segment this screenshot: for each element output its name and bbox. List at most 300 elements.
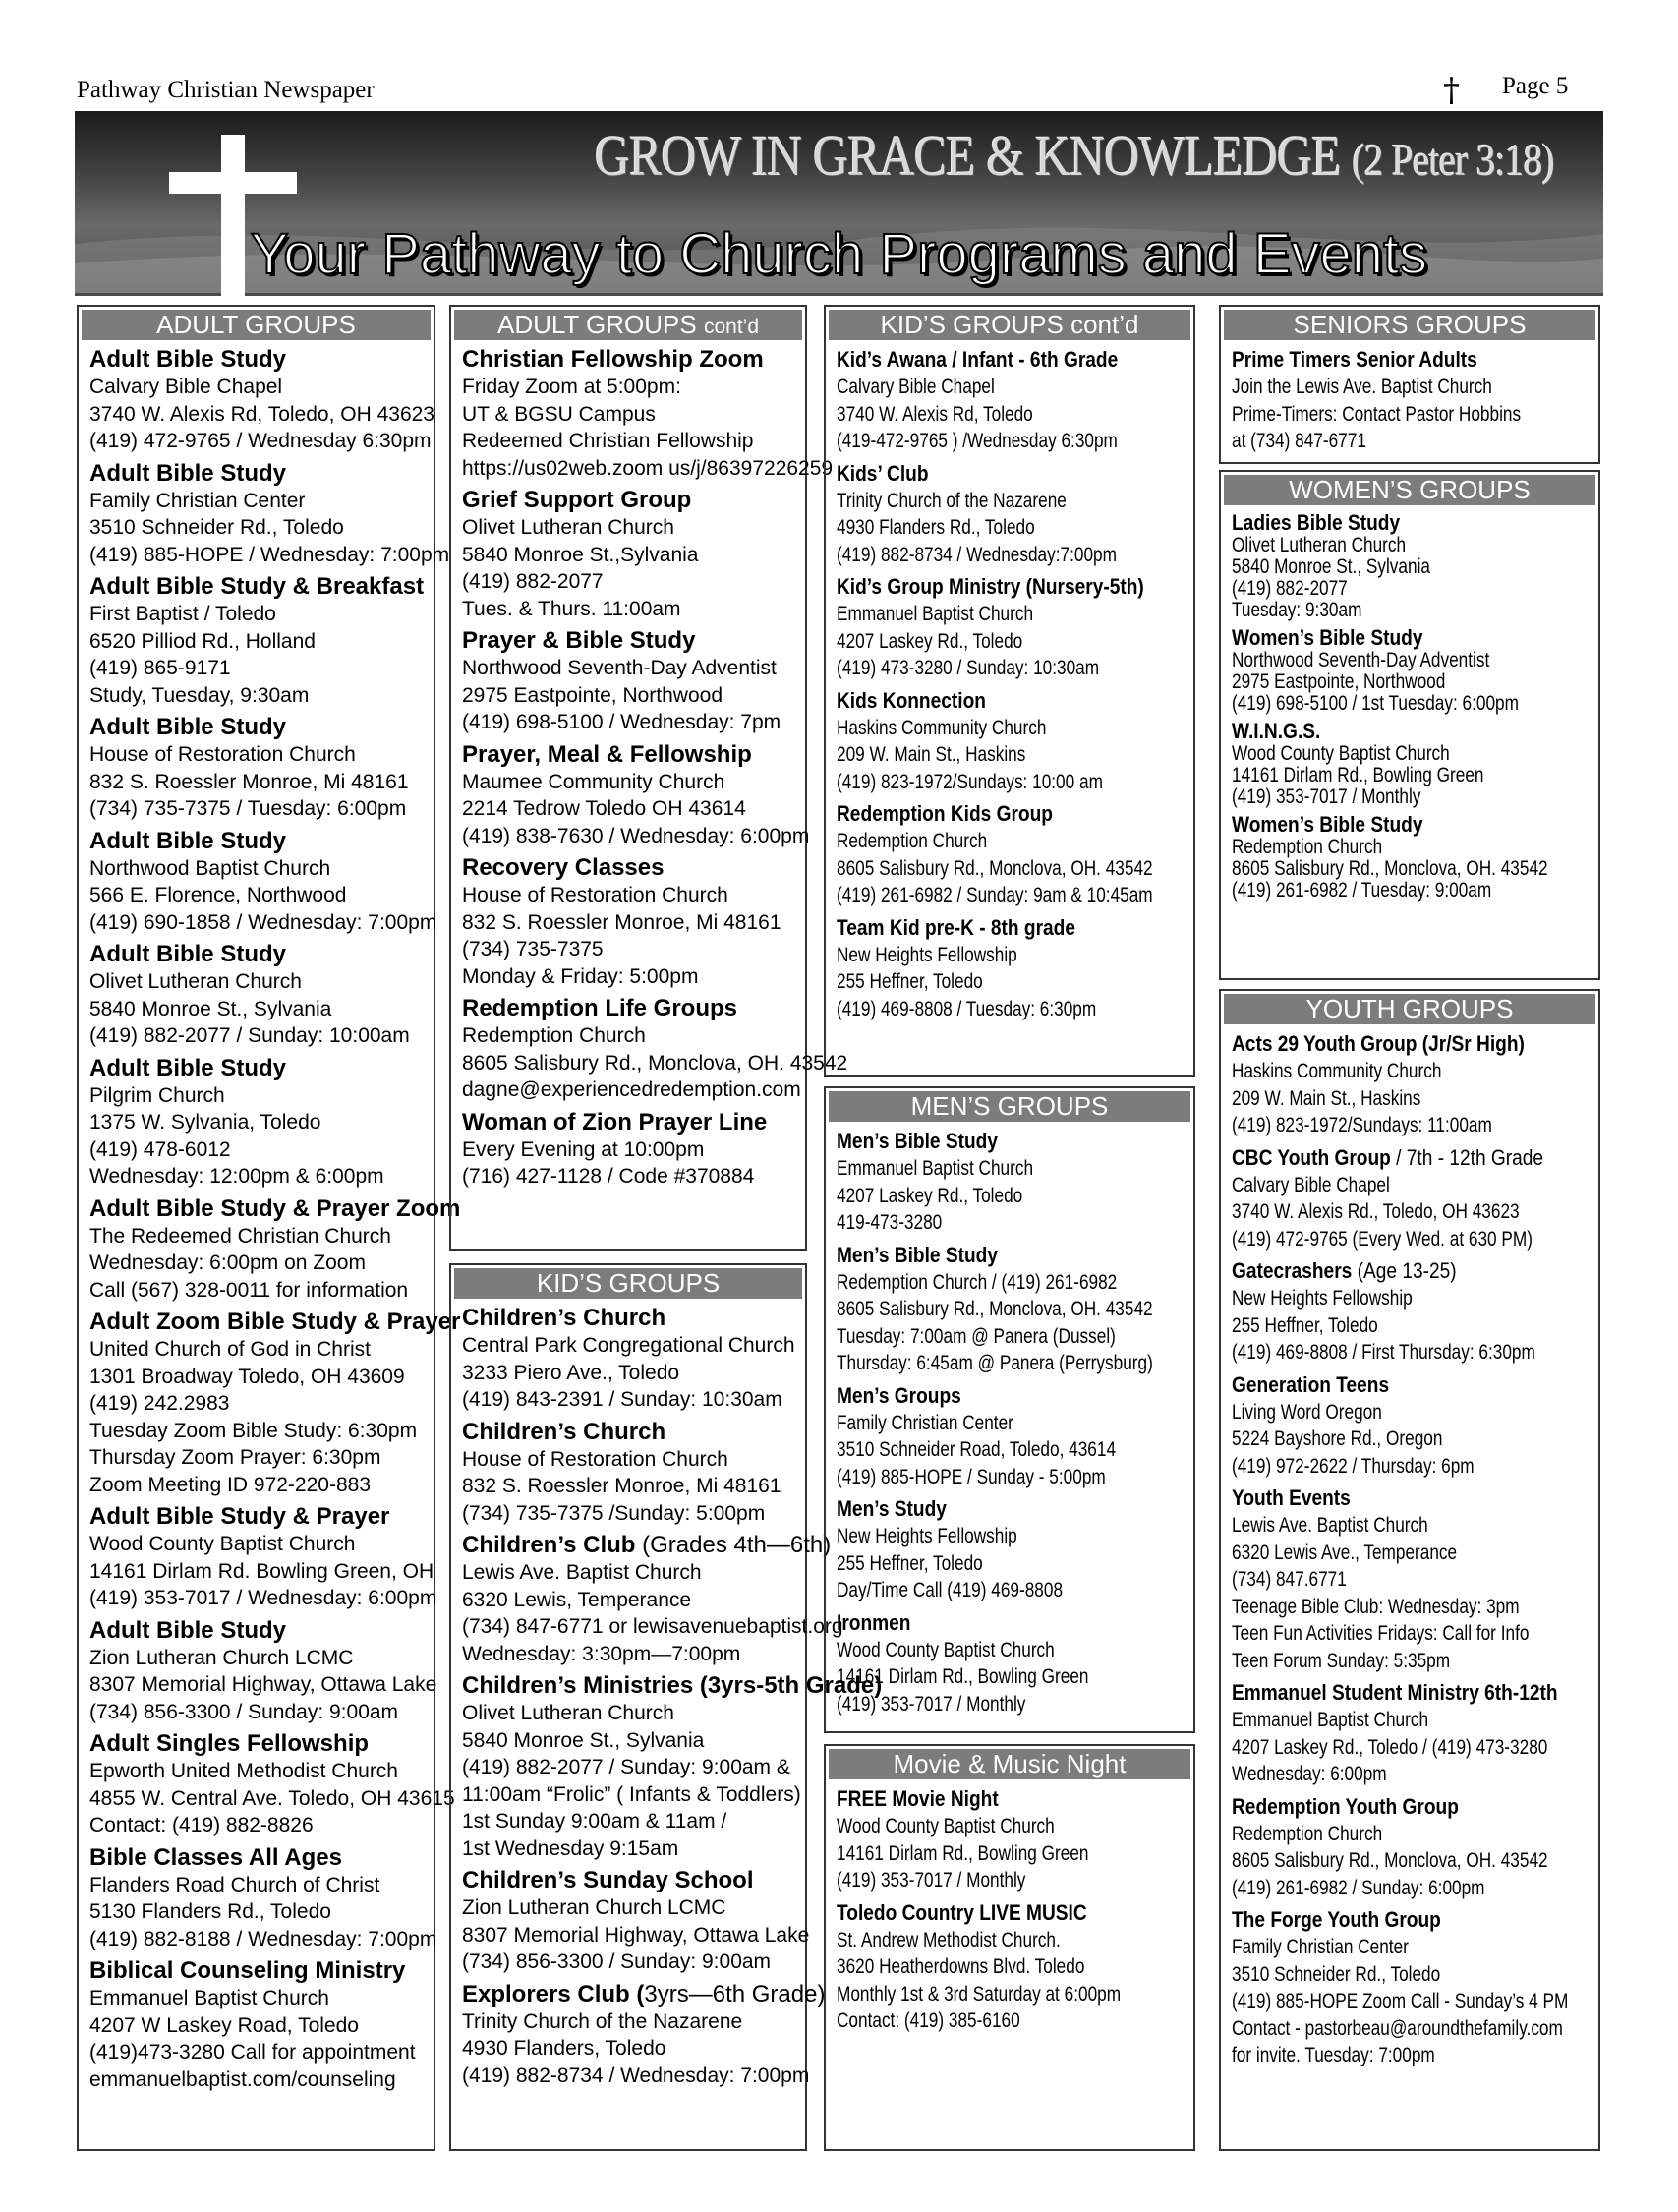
listing-detail-line: Living Word Oregon (1232, 1400, 1382, 1424)
listing-title-note: / 7th - 12th Grade (1396, 1144, 1544, 1170)
listing-detail-line: (419) 882-2077 (462, 570, 604, 593)
listing-detail-line: Wednesday: 12:00pm & 6:00pm (89, 1165, 384, 1188)
adult-groups-box (77, 305, 461, 2151)
listing-entry (462, 854, 805, 990)
listing-title: Kid’s Group Ministry (Nursery-5th) (837, 574, 1144, 599)
listing-detail-line: (419) 882-8734 / Wednesday: 7:00pm (462, 2064, 810, 2087)
listing-title: Prime Timers Senior Adults (1232, 347, 1477, 372)
listing-detail-line: (419) 353-7017 / Wednesday: 6:00pm (89, 1587, 437, 1609)
listing-entry (462, 1867, 810, 1976)
listing-detail-line: Olivet Lutheran Church (462, 1702, 674, 1724)
listing-detail-line: New Heights Fellowship (837, 943, 1017, 966)
listing-detail-line: 5224 Bayshore Rd., Oregon (1232, 1427, 1443, 1450)
listing-entry (462, 1305, 805, 1414)
listing-detail-line: House of Restoration Church (462, 1447, 728, 1471)
listing-detail-line: 11:00am “Frolic” ( Infants & Toddlers) (462, 1782, 801, 1806)
listing-entry (89, 1957, 434, 2093)
listing-detail-line: Tues. & Thurs. 11:00am (462, 597, 681, 620)
listing-detail-line: 8605 Salisbury Rd., Monclova, OH. 43542 (1232, 857, 1548, 880)
listing-title: Acts 29 Youth Group (Jr/Sr High) (1232, 1031, 1525, 1056)
listing-entry (1232, 1484, 1598, 1674)
listing-title: Grief Support Group (462, 487, 692, 513)
listing-title: Recovery Classes (462, 854, 665, 881)
listing-detail-line: St. Andrew Methodist Church. (837, 1928, 1061, 1951)
listing-entry (837, 1382, 1193, 1491)
listing-entry (89, 1616, 437, 1726)
listing-detail-line: 5840 Monroe St., Sylvania (89, 997, 332, 1020)
listing-detail-line: (734) 847.6771 (1232, 1568, 1347, 1591)
listing-entry (462, 1980, 826, 2090)
listing-detail-line: 4930 Flanders, Toledo (462, 2037, 666, 2060)
listing-detail-line: Study, Tuesday, 9:30am (89, 683, 310, 707)
listing-detail-line: (419) 690-1858 / Wednesday: 7:00pm (89, 910, 437, 934)
listing-entry (89, 1730, 455, 1839)
listing-detail-line: 832 S. Roessler Monroe, Mi 48161 (462, 910, 781, 934)
listing-entry (837, 1128, 1193, 1237)
listing-title: Adult Bible Study (89, 1054, 286, 1081)
listing-detail-line: House of Restoration Church (89, 743, 356, 766)
listing-title: Children’s Sunday School (462, 1867, 754, 1893)
listing-detail-line: Lewis Ave. Baptist Church (462, 1561, 702, 1584)
entry-list (1221, 505, 1598, 902)
listing-detail-line: (419) 972-2622 / Thursday: 6pm (1232, 1454, 1475, 1478)
listing-detail-line: Wednesday: 6:00pm (1232, 1763, 1387, 1785)
adult-groups-contd-header: ADULT GROUPS cont’d (454, 310, 802, 340)
listing-detail-line: 5840 Monroe St., Sylvania (1232, 555, 1430, 578)
entry-list (451, 340, 848, 1191)
listing-detail-line: Calvary Bible Chapel (1232, 1173, 1390, 1196)
listing-detail-line: 832 S. Roessler Monroe, Mi 48161 (462, 1475, 781, 1497)
listing-title: Adult Bible Study (89, 827, 286, 854)
listing-detail-line: Redemption Church / (419) 261-6982 (837, 1270, 1118, 1294)
listing-detail-line: 3620 Heatherdowns Blvd. Toledo (837, 1955, 1085, 1978)
adult-groups-contd-box (449, 305, 848, 1251)
listing-detail-line: 255 Heffner, Toledo (837, 970, 983, 993)
listing-detail-line: (419) 698-5100 / 1st Tuesday: 6:00pm (1232, 692, 1519, 715)
listing-detail-line: (419) 882-8188 / Wednesday: 7:00pm (89, 1927, 437, 1950)
entry-list (826, 340, 1193, 1022)
listing-detail-line: (734) 735-7375 (462, 938, 604, 960)
listing-detail-line: Teen Forum Sunday: 5:35pm (1232, 1649, 1451, 1672)
listing-title: Toledo Country LIVE MUSIC (837, 1899, 1087, 1925)
listing-detail-line: Join the Lewis Ave. Baptist Church (1232, 376, 1492, 398)
listing-detail-line: 1375 W. Sylvania, Toledo (89, 1111, 321, 1134)
listing-title: Children’s Club (Grades 4th—6th) (462, 1532, 832, 1558)
listing-detail-line: Olivet Lutheran Church (1232, 534, 1407, 556)
listing-detail-line: (419) 469-8808 / Tuesday: 6:30pm (837, 997, 1097, 1020)
banner-subtitle: Your Pathway to Church Programs and Events (250, 222, 1428, 286)
listing-detail-line: Lewis Ave. Baptist Church (1232, 1514, 1428, 1537)
listing-title: Children’s Church (462, 1418, 666, 1445)
listing-detail-line: 5840 Monroe St.,Sylvania (462, 543, 699, 566)
listing-detail-line: (419) 865-9171 (89, 657, 231, 679)
cross-icon: † (1443, 71, 1460, 110)
listing-detail-line: 2975 Eastpointe, Northwood (462, 683, 723, 707)
listing-entry (1232, 1030, 1598, 1139)
listing-detail-line: (734) 856-3300 / Sunday: 9:00am (462, 1950, 772, 1973)
listing-detail-line: Redemption Church (462, 1024, 646, 1047)
listing-detail-line: at (734) 847-6771 (1232, 430, 1366, 452)
listing-detail-line: 4855 W. Central Ave. Toledo, OH 43615 (89, 1786, 455, 1810)
seniors-groups-box (1219, 305, 1600, 464)
listing-entry (837, 1899, 1193, 2035)
listing-detail-line: 6320 Lewis Ave., Temperance (1232, 1541, 1458, 1564)
listing-detail-line: 5840 Monroe St., Sylvania (462, 1728, 705, 1752)
listing-detail-line: (734) 735-7375 / Tuesday: 6:00pm (89, 797, 407, 820)
listing-detail-line: 3740 W. Alexis Rd., Toledo, OH 43623 (1232, 1200, 1520, 1223)
listing-title: CBC Youth Group / 7th - 12th Grade (1232, 1144, 1544, 1170)
listing-detail-line: 3510 Schneider Rd., Toledo (1232, 1962, 1441, 1986)
listing-detail-line: Wood County Baptist Church (837, 1815, 1055, 1837)
listing-detail-line: 14161 Dirlam Rd., Bowling Green (837, 1841, 1089, 1865)
listing-detail-line: 255 Heffner, Toledo (837, 1551, 983, 1575)
listing-title: Adult Zoom Bible Study & Prayer (89, 1309, 461, 1335)
kids-groups-contd-header: KID’S GROUPS cont’d (829, 310, 1190, 340)
listing-detail-line: Northwood Seventh-Day Adventist (462, 657, 777, 679)
listing-detail-line: 4207 Laskey Rd., Toledo (837, 629, 1023, 653)
youth-groups-box (1219, 989, 1600, 2151)
listing-entry (1232, 1371, 1598, 1481)
movie-music-header: Movie & Music Night (829, 1749, 1190, 1779)
listing-detail-line: (419-472-9765 ) /Wednesday 6:30pm (837, 430, 1118, 452)
listing-detail-line: Epworth United Methodist Church (89, 1760, 398, 1782)
listing-detail-line: 6320 Lewis, Temperance (462, 1588, 692, 1611)
listing-detail-line: Wood County Baptist Church (89, 1533, 356, 1555)
listing-title: Kids Konnection (837, 687, 986, 713)
listing-entry (462, 627, 805, 736)
entry-list (79, 340, 461, 2093)
listing-detail-line: 8605 Salisbury Rd., Monclova, OH. 43542 (1232, 1849, 1548, 1872)
listing-title: Woman of Zion Prayer Line (462, 1108, 768, 1135)
listing-detail-line: (734) 735-7375 /Sunday: 5:00pm (462, 1501, 766, 1525)
listing-title: Kid’s Awana / Infant - 6th Grade (837, 347, 1119, 372)
listing-detail-line: 4207 Laskey Rd., Toledo / (419) 473-3280 (1232, 1735, 1548, 1759)
listing-entry (89, 827, 437, 937)
listing-detail-line: Emmanuel Baptist Church (837, 1157, 1034, 1180)
listing-title: Prayer & Bible Study (462, 627, 696, 654)
listing-entry (89, 459, 450, 569)
entry-list (1221, 1024, 1598, 2069)
listing-detail-line: 8605 Salisbury Rd., Monclova, OH. 43542 (462, 1051, 848, 1075)
listing-entry (462, 1109, 805, 1191)
listing-detail-line: Central Park Congregational Church (462, 1334, 795, 1357)
listing-detail-line: New Heights Fellowship (837, 1525, 1017, 1547)
listing-entry (837, 800, 1193, 909)
listing-title: Men’s Bible Study (837, 1129, 999, 1153)
listing-detail-line: 255 Heffner, Toledo (1232, 1313, 1378, 1337)
listing-title: Prayer, Meal & Fellowship (462, 740, 752, 768)
listing-title: Adult Bible Study & Prayer Zoom (89, 1194, 461, 1222)
listing-detail-line: Contact - pastorbeau@aroundthefamily.com (1232, 2016, 1563, 2040)
listing-title: Emmanuel Student Ministry 6th-12th (1232, 1680, 1558, 1705)
listing-detail-line: Redeemed Christian Fellowship (462, 430, 754, 452)
listing-detail-line: 8307 Memorial Highway, Ottawa Lake (462, 1923, 810, 1947)
listing-title: Gatecrashers (Age 13-25) (1232, 1258, 1457, 1283)
listing-detail-line: 4207 W Laskey Road, Toledo (89, 2013, 359, 2037)
listing-detail-line: Northwood Seventh-Day Adventist (1232, 649, 1490, 671)
listing-detail-line: Redemption Church (1232, 1822, 1383, 1845)
listing-detail-line: UT & BGSU Campus (462, 402, 656, 426)
listing-detail-line: Wood County Baptist Church (837, 1638, 1055, 1661)
listing-entry (89, 573, 434, 709)
seniors-groups-header: SENIORS GROUPS (1224, 310, 1595, 340)
listing-title-note: (Grades 4th—6th) (642, 1532, 832, 1558)
listing-detail-line: Maumee Community Church (462, 770, 725, 793)
entry-list (1221, 340, 1598, 455)
listing-detail-line: (734) 856-3300 / Sunday: 9:00am (89, 1700, 399, 1723)
listing-detail-line: (419) 353-7017 / Monthly (837, 1692, 1026, 1716)
listing-title: Adult Bible Study (89, 941, 286, 967)
movie-music-box (824, 1744, 1195, 2151)
listing-detail-line: 1301 Broadway Toledo, OH 43609 (89, 1365, 405, 1388)
listing-title-note: 3yrs—6th Grade) (644, 1980, 826, 2008)
listing-detail-line: (419) 353-7017 / Monthly (837, 1869, 1026, 1892)
listing-title: Biblical Counseling Ministry (89, 1957, 406, 1984)
listing-detail-line: Contact: (419) 882-8826 (89, 1814, 314, 1836)
listing-entry (1232, 1257, 1598, 1367)
listing-detail-line: Zoom Meeting ID 972-220-883 (89, 1473, 371, 1496)
listing-detail-line: Trinity Church of the Nazarene (462, 2009, 743, 2033)
listing-entry (1232, 511, 1598, 621)
listing-detail-line: 3740 W. Alexis Rd, Toledo (837, 402, 1033, 426)
listing-detail-line: (419) 353-7017 / Monthly (1232, 786, 1421, 808)
listing-detail-line: Monday & Friday: 5:00pm (462, 964, 699, 988)
listing-detail-line: (419) 478-6012 (89, 1137, 231, 1161)
listing-detail-line: Trinity Church of the Nazarene (837, 489, 1067, 512)
listing-detail-line: for invite. Tuesday: 7:00pm (1232, 2044, 1435, 2066)
listing-detail-line: Thursday: 6:45am @ Panera (Perrysburg) (837, 1352, 1153, 1374)
listing-detail-line: Pilgrim Church (89, 1083, 225, 1107)
adult-groups-header: ADULT GROUPS (82, 310, 431, 340)
listing-detail-line: (419) 882-2077 / Sunday: 10:00am (89, 1024, 410, 1047)
listing-detail-line: Calvary Bible Chapel (89, 376, 283, 398)
listing-entry (837, 346, 1193, 455)
listing-detail-line: Family Christian Center (837, 1411, 1013, 1434)
listing-entry (837, 914, 1193, 1023)
listing-detail-line: Olivet Lutheran Church (462, 516, 674, 539)
listing-entry (837, 1495, 1193, 1604)
listing-detail-line: Tuesday Zoom Bible Study: 6:30pm (89, 1419, 418, 1442)
listing-entry (462, 1419, 805, 1528)
listing-detail-line: Flanders Road Church of Christ (89, 1873, 380, 1896)
listing-detail-line: United Church of God in Christ (89, 1338, 371, 1361)
listing-detail-line: 1st Wednesday 9:15am (462, 1836, 679, 1860)
listing-detail-line: Tuesday: 7:00am @ Panera (Dussel) (837, 1324, 1116, 1348)
listing-title: Youth Events (1232, 1485, 1351, 1510)
listing-entry (462, 995, 848, 1104)
listing-detail-line: 14161 Dirlam Rd. Bowling Green, OH (89, 1559, 434, 1583)
listing-title: Children’s Church (462, 1305, 666, 1331)
listing-detail-line: 3233 Piero Ave., Toledo (462, 1361, 680, 1384)
listing-detail-line: (419) 882-8734 / Wednesday:7:00pm (837, 543, 1117, 566)
listing-detail-line: Every Evening at 10:00pm (462, 1137, 705, 1161)
listing-detail-line: Teen Fun Activities Fridays: Call for Info (1232, 1622, 1530, 1645)
listing-title: Men’s Study (837, 1496, 947, 1521)
listing-detail-line: (419) 823-1972/Sundays: 10:00 am (837, 770, 1103, 793)
listing-detail-line: Emmanuel Baptist Church (89, 1987, 329, 2009)
listing-entry (1232, 1793, 1598, 1902)
listing-detail-line: Teenage Bible Club: Wednesday: 3pm (1232, 1595, 1520, 1618)
listing-entry (837, 1785, 1193, 1894)
listing-detail-line: 3740 W. Alexis Rd, Toledo, OH 43623 (89, 402, 434, 426)
listing-detail-line: (419) 472-9765 / Wednesday 6:30pm (89, 430, 432, 452)
listing-title: Explorers Club (3yrs—6th Grade) (462, 1980, 826, 2008)
listing-title: The Forge Youth Group (1232, 1907, 1441, 1932)
listing-detail-line: (419) 843-2391 / Sunday: 10:30am (462, 1388, 782, 1411)
listing-detail-line: Wood County Baptist Church (1232, 742, 1450, 765)
listing-detail-line: 8605 Salisbury Rd., Monclova, OH. 43542 (837, 1298, 1153, 1320)
listing-entry (462, 487, 805, 622)
listing-detail-line: 1st Sunday 9:00am & 11am / (462, 1810, 727, 1833)
listing-entry (89, 714, 434, 823)
listing-detail-line: Wednesday: 3:30pm—7:00pm (462, 1642, 741, 1665)
entry-list (826, 1779, 1193, 2035)
listing-detail-line: Zion Lutheran Church LCMC (462, 1896, 726, 1919)
listing-detail-line: (419) 885-HOPE / Wednesday: 7:00pm (89, 543, 450, 566)
listing-entry (89, 1503, 437, 1612)
listing-detail-line: (419) 242.2983 (89, 1392, 230, 1415)
listing-title: Generation Teens (1232, 1371, 1390, 1397)
listing-detail-line: (419) 823-1972/Sundays: 11:00am (1232, 1114, 1492, 1136)
listing-entry (1232, 1144, 1598, 1253)
womens-groups-header: WOMEN’S GROUPS (1224, 475, 1595, 505)
listing-entry (462, 346, 834, 482)
listing-detail-line: Emmanuel Baptist Church (837, 603, 1034, 625)
listing-detail-line: 566 E. Florence, Northwood (89, 884, 347, 906)
listing-detail-line: Emmanuel Baptist Church (1232, 1709, 1429, 1731)
listing-detail-line: Day/Time Call (419) 469-8808 (837, 1579, 1064, 1601)
listing-detail-line: 6520 Pilliod Rd., Holland (89, 629, 316, 653)
listing-detail-line: (419) 838-7630 / Wednesday: 6:00pm (462, 824, 810, 847)
mens-groups-header: MEN’S GROUPS (829, 1091, 1190, 1122)
listing-detail-line: Call (567) 328-0011 for information (89, 1278, 409, 1302)
listing-detail-line: (734) 847-6771 or lewisavenuebaptist.org (462, 1615, 843, 1638)
listing-title: Women’s Bible Study (1232, 625, 1423, 650)
listing-entry (1232, 626, 1598, 715)
listing-title: Adult Bible Study (89, 346, 286, 373)
listing-detail-line: Tuesday: 9:30am (1232, 599, 1362, 621)
listing-detail-line: (419) 261-6982 / Sunday: 9am & 10:45am (837, 884, 1153, 906)
listing-detail-line: (419) 469-8808 / First Thursday: 6:30pm (1232, 1341, 1535, 1364)
listing-detail-line: (419) 882-2077 (1232, 577, 1348, 600)
listing-detail-line: (419) 885-HOPE / Sunday - 5:00pm (837, 1465, 1106, 1488)
listing-entry (1232, 346, 1598, 455)
listing-title: Adult Singles Fellowship (89, 1730, 370, 1757)
banner (75, 111, 1603, 296)
listing-title: Christian Fellowship Zoom (462, 346, 764, 373)
listing-detail-line: (419) 261-6982 / Tuesday: 9:00am (1232, 879, 1492, 902)
listing-detail-line: (419) 473-3280 / Sunday: 10:30am (837, 657, 1100, 679)
womens-groups-box (1219, 470, 1600, 980)
listing-detail-line: Monthly 1st & 3rd Saturday at 6:00pm (837, 1982, 1122, 2006)
listing-title: Ladies Bible Study (1232, 510, 1401, 535)
listing-detail-line: 5130 Flanders Rd., Toledo (89, 1900, 331, 1923)
listing-entry (1232, 1906, 1598, 2069)
entry-list (826, 1122, 1193, 1717)
listing-title: Adult Bible Study (89, 1616, 286, 1644)
kids-groups-contd-box (824, 305, 1195, 1077)
listing-entry (837, 687, 1193, 796)
listing-title: Kids’ Club (837, 460, 929, 486)
listing-title: Team Kid pre-K - 8th grade (837, 914, 1076, 940)
kids-groups-header: KID’S GROUPS (454, 1268, 802, 1299)
listing-title: Adult Bible Study (89, 714, 286, 740)
listing-entry (89, 1309, 461, 1498)
listing-detail-line: https://us02web.zoom us/j/86397226259 (462, 456, 834, 480)
listing-title: Women’s Bible Study (1232, 812, 1423, 837)
listing-detail-line: Zion Lutheran Church LCMC (89, 1646, 354, 1669)
listing-detail-line: Redemption Church (837, 830, 988, 852)
listing-detail-line: 8605 Salisbury Rd., Monclova, OH. 43542 (837, 856, 1153, 880)
listing-detail-line: emmanuelbaptist.com/counseling (89, 2067, 396, 2091)
mens-groups-box (824, 1086, 1195, 1733)
listing-entry (462, 1532, 843, 1667)
listing-detail-line: House of Restoration Church (462, 884, 728, 906)
listing-detail-line: (419) 261-6982 / Sunday: 6:00pm (1232, 1876, 1485, 1899)
listing-detail-line: 14161 Dirlam Rd., Bowling Green (1232, 764, 1484, 786)
listing-detail-line: 419-473-3280 (837, 1211, 943, 1234)
listing-title-note: (Age 13-25) (1357, 1258, 1457, 1283)
listing-entry (462, 1672, 883, 1862)
listing-title: W.I.N.G.S. (1232, 719, 1321, 743)
listing-detail-line: Family Christian Center (1232, 1936, 1409, 1958)
listing-entry (89, 1843, 437, 1953)
listing-detail-line: (419) 882-2077 / Sunday: 9:00am & (462, 1756, 790, 1778)
listing-detail-line: Wednesday: 6:00pm on Zoom (89, 1252, 366, 1274)
listing-detail-line: 14161 Dirlam Rd., Bowling Green (837, 1665, 1089, 1688)
listing-detail-line: 209 W. Main St., Haskins (837, 743, 1026, 766)
listing-entry (89, 941, 434, 1050)
listing-entry (837, 460, 1193, 569)
listing-detail-line: Family Christian Center (89, 489, 306, 512)
listing-detail-line: Haskins Community Church (837, 716, 1047, 739)
listing-detail-line: 4207 Laskey Rd., Toledo (837, 1184, 1023, 1207)
listing-title: Bible Classes All Ages (89, 1843, 342, 1871)
listing-detail-line: (419) 698-5100 / Wednesday: 7pm (462, 711, 781, 733)
listing-detail-line: Thursday Zoom Prayer: 6:30pm (89, 1446, 381, 1469)
listing-detail-line: 209 W. Main St., Haskins (1232, 1086, 1421, 1110)
listing-title: Ironmen (837, 1609, 911, 1635)
listing-detail-line: 832 S. Roessler Monroe, Mi 48161 (89, 770, 409, 793)
listing-title: Redemption Youth Group (1232, 1793, 1459, 1819)
page-number: Page 5 (1502, 73, 1569, 99)
listing-title: Men’s Bible Study (837, 1242, 999, 1267)
listing-detail-line: First Baptist / Toledo (89, 603, 276, 625)
listing-title: Men’s Groups (837, 1382, 961, 1408)
listing-detail-line: 3510 Schneider Road, Toledo, 43614 (837, 1438, 1117, 1461)
listing-detail-line: Haskins Community Church (1232, 1060, 1442, 1082)
listing-entry (462, 740, 810, 850)
listing-detail-line: Olivet Lutheran Church (89, 970, 302, 993)
listing-detail-line: (419) 885-HOPE Zoom Call - Sunday’s 4 PM (1232, 1990, 1569, 2012)
listing-detail-line: New Heights Fellowship (1232, 1287, 1413, 1310)
listing-detail-line: Friday Zoom at 5:00pm: (462, 376, 681, 398)
page-header (77, 69, 1600, 108)
listing-detail-line: (716) 427-1128 / Code #370884 (462, 1165, 755, 1188)
listing-detail-line: 3510 Schneider Rd., Toledo (89, 516, 344, 539)
listing-title: Adult Bible Study (89, 459, 286, 487)
listing-title: Adult Bible Study & Prayer (89, 1503, 390, 1530)
listing-title: Redemption Life Groups (462, 995, 738, 1021)
listing-detail-line: dagne@experiencedredemption.com (462, 1078, 801, 1101)
listing-title: Children’s Ministries (3yrs-5th Grade) (462, 1672, 883, 1699)
listing-detail-line: (419)473-3280 Call for appointment (89, 2041, 416, 2064)
listing-entry (837, 573, 1193, 682)
listing-detail-line: The Redeemed Christian Church (89, 1224, 391, 1248)
listing-detail-line: Contact: (419) 385-6160 (837, 2009, 1020, 2032)
listing-title: FREE Movie Night (837, 1786, 999, 1811)
listing-entry (837, 1242, 1193, 1377)
